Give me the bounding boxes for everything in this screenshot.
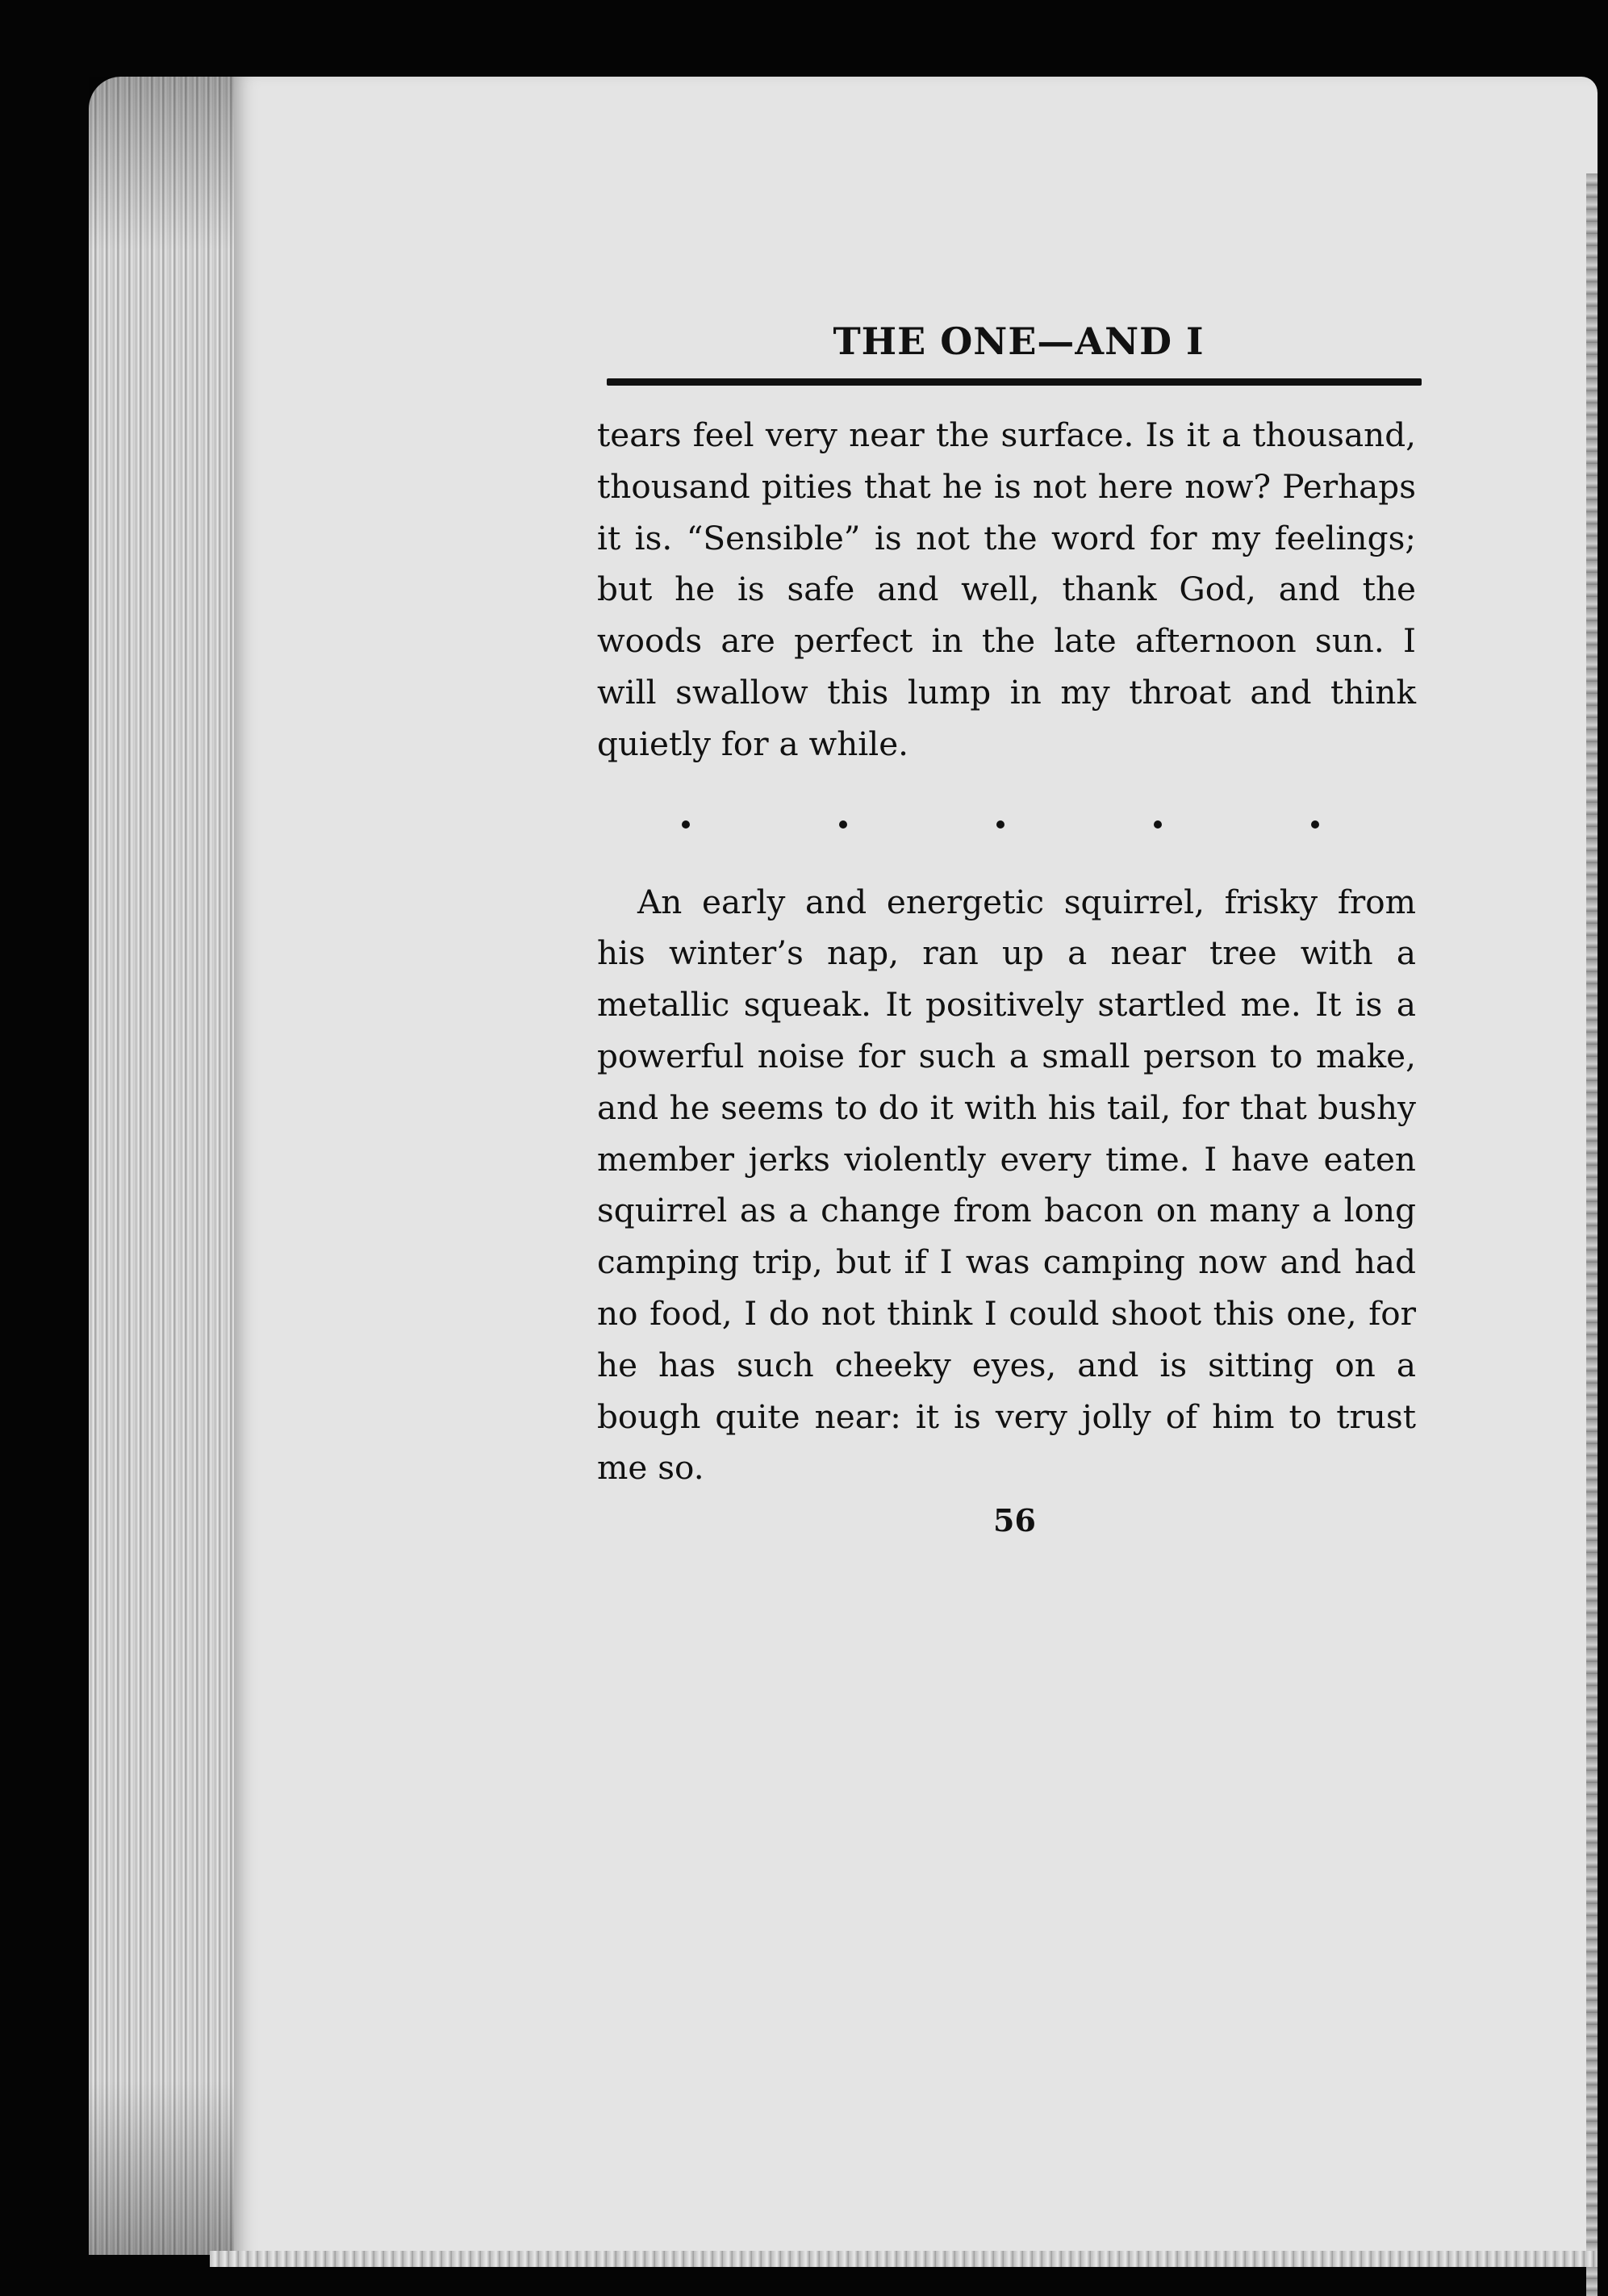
- section-break-dot: [996, 820, 1004, 829]
- section-break-dot: [839, 820, 847, 829]
- text-block: [597, 319, 1416, 1538]
- section-break: [682, 820, 1319, 845]
- section-break-dot: [682, 820, 690, 829]
- page-bottom-edge: [210, 2251, 1598, 2267]
- paragraph-1: tears feel very near the surface. Is it a thousand, thousand pities that he is not here now? Perhaps it is. “Sensible” is not the word for my feelings; but he is safe and well, thank God, and the woods are perfect in the late afternoon sun. I will swallow this lump in my throat and think quietly for a while.: [597, 415, 1416, 763]
- page-number: 56: [993, 1502, 1036, 1539]
- head-rule: [607, 378, 1422, 386]
- page-leaves-edge: [89, 77, 258, 2255]
- page-right-edge: [1586, 173, 1598, 2296]
- running-head: THE ONE—AND I: [833, 319, 1205, 363]
- section-break-dot: [1154, 820, 1162, 829]
- paragraph-2: An early and energetic squirrel, frisky from his winter’s nap, ran up a near tree with a metallic squeak. It positively startled me. It is a powerful noise for such a small person to make, and he seems to do it with his tail, for that bushy member jerks violently every time. I have eaten squirrel as a change from bacon on many a long camping trip, but if I was camping now and had no food, I do not think I could shoot this one, for he has such cheeky eyes, and is sitting on a bough quite near: it is very jolly of him to trust me so.: [597, 882, 1416, 1488]
- section-break-dot: [1311, 820, 1319, 829]
